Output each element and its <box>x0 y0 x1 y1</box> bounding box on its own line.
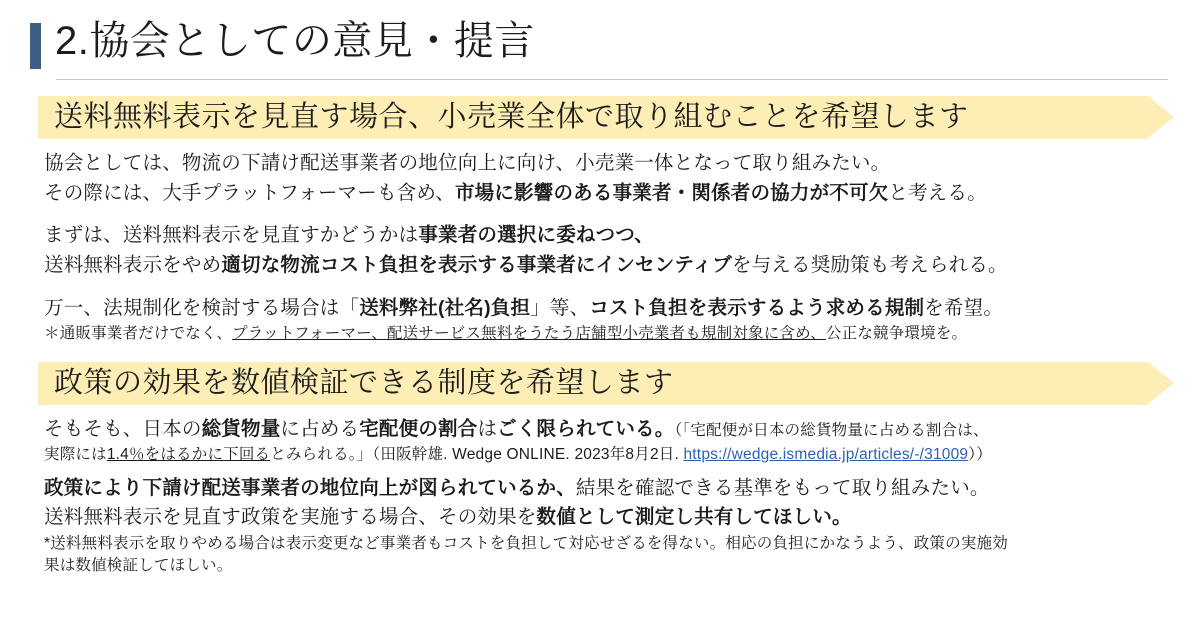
title-divider <box>56 79 1168 80</box>
s1-p3-c: 」等、 <box>530 296 590 319</box>
spacer-2 <box>44 281 1174 294</box>
s2-p1-d: 宅配便の割合 <box>359 417 478 440</box>
s1-p3-d: コスト負担を表示するよう求める規制 <box>589 296 925 319</box>
s2-p2-l1a: 政策により下請け配送事業者の地位向上が図られているか、 <box>44 476 576 499</box>
section2-paragraph-2 <box>44 474 1174 533</box>
s1-p2-l2c: を与える奨励策も考えられる。 <box>731 253 1008 276</box>
s2-p2-l2b: 数値として測定し共有してほしい。 <box>536 506 852 529</box>
spacer-1 <box>44 208 1174 221</box>
section1-banner-label: 送料無料表示を見直す場合、小売業全体で取り組むことを希望します <box>54 101 969 133</box>
s2-p1-c: に占める <box>280 417 360 440</box>
s1-p3-a: 万一、法規制化を検討する場合は「 <box>44 296 360 319</box>
s2-p1-f: ごく限られている。 <box>497 417 675 440</box>
s2-p1-b: 総貨物量 <box>201 417 281 440</box>
s2-p1-l2d: ）） <box>968 446 992 464</box>
section2-banner <box>38 362 1174 405</box>
title-text: 2.協会としての意見・提言 <box>55 19 535 63</box>
s1-p3-b: 送料弊社(社名)負担 <box>359 296 531 319</box>
s2-p1-l2b: 1.4％をはるかに下回る <box>106 446 271 464</box>
s1-p2-l2a: 送料無料表示をやめ <box>44 253 222 276</box>
s1-p2-l2b: 適切な物流コスト負担を表示する事業者にインセンティブ <box>221 253 732 276</box>
s1-p3-e: を希望。 <box>924 296 1004 319</box>
spacer-3 <box>44 467 1174 474</box>
s2-p1-e: は <box>477 417 498 440</box>
section1-paragraph-1 <box>44 149 1174 208</box>
section1-footnote <box>44 323 1174 345</box>
s2-p1-a: そもそも、日本の <box>44 417 202 440</box>
s2-note-l1: *送料無料表示を取りやめる場合は表示変更など事業者もコストを負担して対応せざるを得ない。相応の負担にかなうよう、政策の実施効 <box>44 534 1008 552</box>
s1-p1-l2b: 市場に影響のある事業者・関係者の協力が不可欠 <box>454 181 889 204</box>
section2-banner-label: 政策の効果を数値検証できる制度を希望します <box>54 366 674 399</box>
s1-note-c: 公正な競争環境を。 <box>825 325 968 343</box>
section2-footnote <box>44 533 1174 578</box>
section2-paragraph-1-line2 <box>44 444 1174 466</box>
section1-body <box>44 149 1174 346</box>
s1-p1-l2c: と考える。 <box>888 181 987 204</box>
title-accent-bar <box>30 23 41 69</box>
section1-banner <box>38 96 1174 139</box>
s1-p2-l1b: 事業者の選択に委ねつつ、 <box>418 224 654 247</box>
s1-note-a: ＊通販事業者だけでなく、 <box>44 325 233 343</box>
s2-p1-l2c: とみられる。」（田阪幹雄. Wedge ONLINE. 2023年8月2日. <box>270 446 684 464</box>
s2-p1-g: （「宅配便が日本の総貨物量に占める割合は、 <box>674 421 989 439</box>
s1-note-b: プラットフォーマー、配送サービス無料をうたう店舗型小売業者も規制対象に含め、 <box>232 325 826 343</box>
section2-body <box>44 415 1174 578</box>
s2-p2-l2a: 送料無料表示を見直す政策を実施する場合、その効果を <box>44 506 537 529</box>
wedge-article-link[interactable]: https://wedge.ismedia.jp/articles/-/31009 <box>683 446 969 464</box>
s2-p1-l2a: 実際には <box>44 446 107 464</box>
s2-note-l2: 果は数値検証してほしい。 <box>44 557 233 575</box>
s1-p1-l1: 協会としては、物流の下請け配送事業者の地位向上に向け、小売業一体となって取り組みたい。 <box>44 152 891 174</box>
page-title <box>30 20 1174 69</box>
section2-paragraph-1 <box>44 415 1174 467</box>
s2-p2-l1b: 結果を確認できる基準をもって取り組みたい。 <box>575 476 990 499</box>
section1-paragraph-3 <box>44 294 1174 324</box>
s1-p2-l1a: まずは、送料無料表示を見直すかどうかは <box>44 224 419 247</box>
section1-paragraph-2 <box>44 221 1174 280</box>
s1-p1-l2a: その際には、大手プラットフォーマーも含め、 <box>44 181 455 204</box>
